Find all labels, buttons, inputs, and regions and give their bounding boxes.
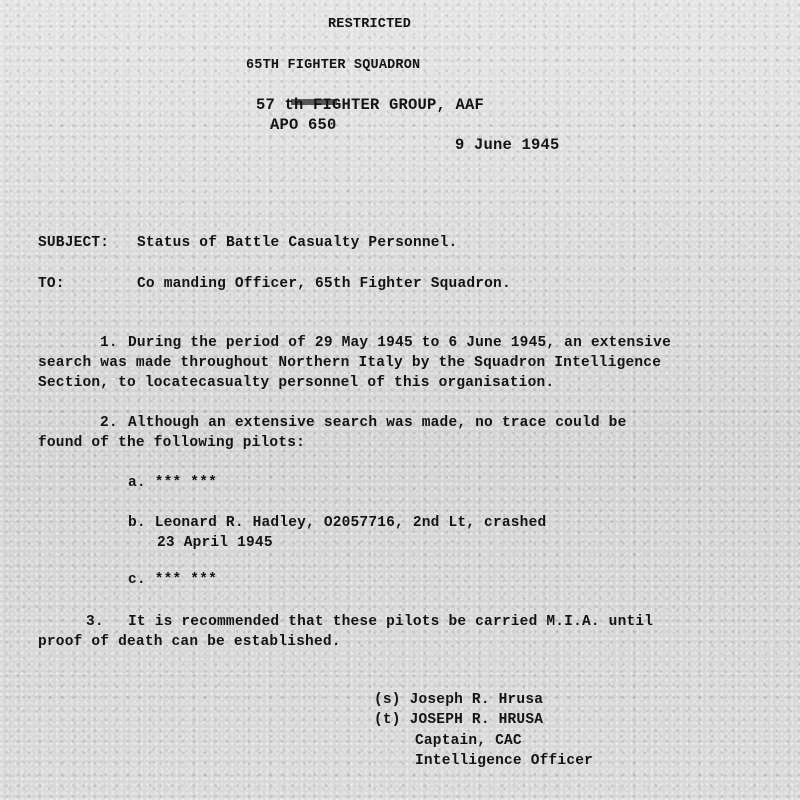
paragraph-1-line-1: During the period of 29 May 1945 to 6 June 1945, an extensive (128, 335, 671, 351)
signature-title: Intelligence Officer (415, 753, 594, 769)
group-line: 57 th FIGHTER GROUP, AAF (256, 96, 485, 114)
paragraph-2-line-2: found of the following pilots: (38, 435, 306, 451)
paragraph-2-line-1: Although an extensive search was made, no trace could be (128, 415, 627, 431)
paragraph-1-line-3: Section, to locatecasualty personnel of this organisation. (38, 375, 555, 391)
signature-signed: (s) Joseph R. Hrusa (374, 692, 544, 708)
list-item-b-line-2: 23 April 1945 (157, 535, 273, 551)
paragraph-1-line-2: search was made throughout Northern Italy by the Squadron Intelligence (38, 355, 662, 371)
paragraph-3-number: 3. (86, 614, 104, 630)
struck-out-text (256, 76, 308, 88)
signature-rank: Captain, CAC (415, 733, 522, 749)
signature-typed: (t) JOSEPH R. HRUSA (374, 712, 544, 728)
paragraph-3-line-2: proof of death can be established. (38, 634, 341, 650)
classification-marking: RESTRICTED (328, 17, 412, 32)
list-item-c: c. *** *** (128, 572, 218, 588)
paragraph-1-number: 1. (100, 335, 118, 351)
list-item-a: a. *** *** (128, 475, 218, 491)
paragraph-3-line-1: It is recommended that these pilots be carried M.I.A. until (128, 614, 654, 630)
to-label: TO: (38, 276, 65, 292)
subject-text: Status of Battle Casualty Personnel. (137, 235, 458, 251)
document-date: 9 June 1945 (455, 136, 560, 154)
apo-line: APO 650 (270, 116, 337, 134)
to-text: Co manding Officer, 65th Fighter Squadron. (137, 276, 511, 292)
list-item-b-line-1: b. Leonard R. Hadley, O2057716, 2nd Lt, crashed (128, 515, 547, 531)
unit-line: 65TH FIGHTER SQUADRON (246, 58, 421, 73)
paragraph-2-number: 2. (100, 415, 118, 431)
subject-label: SUBJECT: (38, 235, 110, 251)
